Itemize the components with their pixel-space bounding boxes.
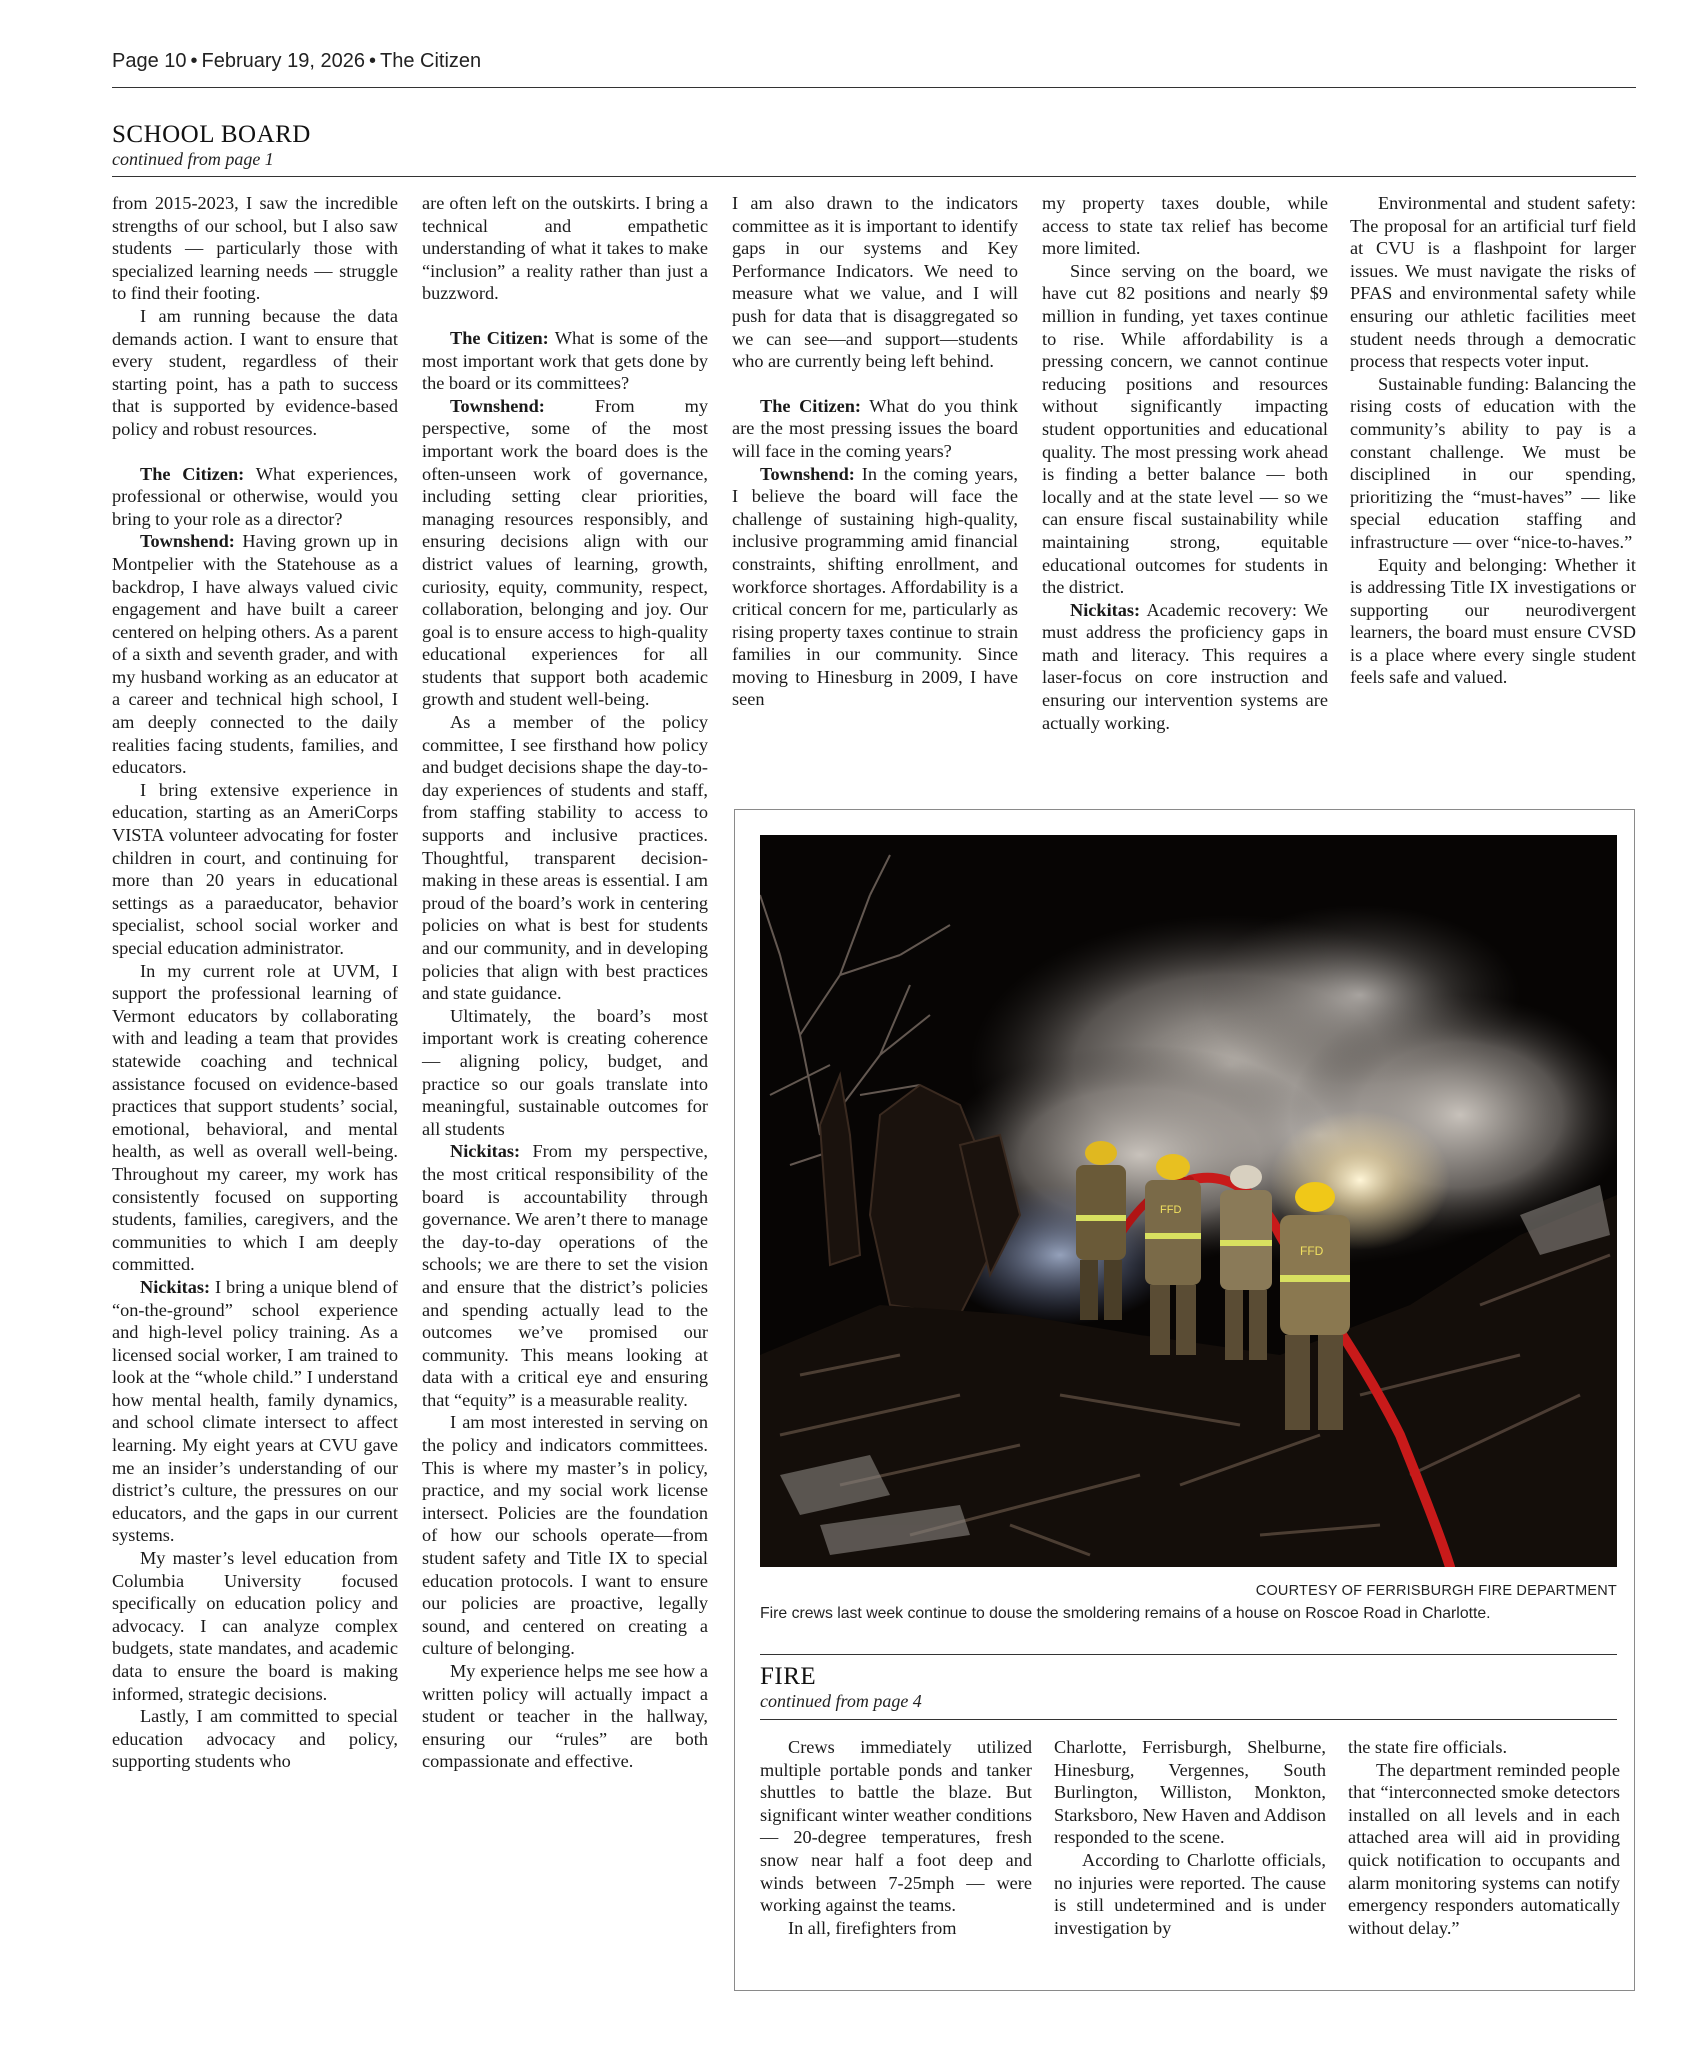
paragraph bbox=[112, 305, 398, 441]
speaker-label: Townshend: bbox=[760, 463, 855, 484]
paragraph-text: Academic recovery: We must address the proficiency gaps in math and literacy. This requires a laser-focus on core instruction and ensuring our intervention systems are actually working. bbox=[1042, 599, 1328, 733]
article-column-5 bbox=[1350, 192, 1636, 689]
fire-photo bbox=[760, 835, 1617, 1567]
paragraph bbox=[732, 463, 1018, 712]
paragraph-text: my property taxes double, while access to state tax relief has become more limited. bbox=[1042, 193, 1328, 259]
paragraph bbox=[112, 1547, 398, 1705]
paragraph bbox=[422, 1411, 708, 1660]
paragraph bbox=[1042, 260, 1328, 599]
paragraph bbox=[760, 1736, 1032, 1917]
paragraph bbox=[112, 960, 398, 1276]
issue-date: February 19, 2026 bbox=[201, 50, 365, 72]
paragraph-text: In the coming years, I believe the board will face the challenge of sustaining high-quality, inclusive programming amid financial constraints, shifting enrollment, and workforce shortages. Affordability is a critical concern for me, particularly as rising property taxes continue to strain families in our community. Since moving to Hinesburg in 2009, I have seen bbox=[732, 463, 1018, 710]
paragraph-text: Since serving on the board, we have cut 82 positions and nearly $9 million in funding, yet taxes continue to rise. While affordability is a pressing concern, we cannot continue reducing positions and resources without significantly impacting student opportunities and educational quality. The most pressing work ahead is finding a better balance — both locally and at the state level — so we can ensure fiscal sustainability while maintaining strong, equitable educational outcomes for students in the district. bbox=[1042, 260, 1328, 598]
paragraph-text: What experiences, professional or otherwise, would you bring to your role as a director? bbox=[112, 463, 398, 529]
paragraph bbox=[1054, 1849, 1326, 1939]
paragraph bbox=[422, 192, 708, 305]
continued-note: continued from page 4 bbox=[760, 1691, 922, 1711]
photo-caption: Fire crews last week continue to douse the smoldering remains of a house on Roscoe Road in Charlotte. bbox=[760, 1605, 1491, 1622]
speaker-label: The Citizen: bbox=[450, 327, 549, 348]
paragraph-text: In all, firefighters from bbox=[788, 1917, 957, 1938]
paragraph bbox=[1350, 192, 1636, 373]
paragraph-text: Charlotte, Ferrisburgh, Shelburne, Hinesburg, Vergennes, South Burlington, Williston, Monkton, Starksboro, New Haven and Addison responded to the scene. bbox=[1054, 1737, 1326, 1848]
page-number: Page 10 bbox=[112, 50, 187, 72]
paragraph bbox=[1042, 192, 1328, 260]
paragraph bbox=[1054, 1736, 1326, 1849]
paragraph bbox=[760, 1917, 1032, 1940]
publication-name: The Citizen bbox=[379, 50, 482, 72]
paragraph-text: Environmental and student safety: The proposal for an artificial turf field at CVU is a flashpoint for larger issues. We must navigate the risks of PFAS and environmental safety while ensuring our athletic facilities meet student needs through a democratic process that respects voter input. bbox=[1350, 193, 1636, 372]
article-column-4 bbox=[1042, 192, 1328, 734]
article-column-1 bbox=[112, 192, 398, 1773]
article-column-2 bbox=[422, 192, 708, 1773]
fire-column-3 bbox=[1348, 1736, 1620, 1939]
paragraph bbox=[422, 1005, 708, 1141]
page-folio bbox=[112, 50, 481, 73]
paragraph-text: Having grown up in Montpelier with the Statehouse as a backdrop, I have always valued civic engagement and have built a career centered on helping others. As a parent of a sixth and seventh grader, and with my husband working as an educator at a career and technical high school, I am deeply connected to the daily realities facing students, families, and educators. bbox=[112, 531, 398, 778]
paragraph bbox=[112, 463, 398, 531]
paragraph-text: From my perspective, the most critical responsibility of the board is accountability through governance. We aren’t there to manage the day-to-day operations of the schools; we are there to set the vision and ensure that the district’s policies and spending actually lead to the outcomes we’ve promised our community. This means looking at data with a critical eye and ensuring that “equity” is a measurable reality. bbox=[422, 1141, 708, 1410]
paragraph bbox=[422, 1140, 708, 1411]
paragraph bbox=[422, 327, 708, 395]
paragraph bbox=[112, 1705, 398, 1773]
paragraph-text: From my perspective, some of the most important work the board does is the often-unseen work of governance, including setting clear priorities, managing resources responsibly, and ensuring decisions align with our district values of learning, growth, curiosity, equity, community, respect, collaboration, belonging and joy. Our goal is to ensure access to high-quality educational experiences for all students that support both academic growth and student well-being. bbox=[422, 395, 708, 710]
paragraph-text: What is some of the most important work that gets done by the board or its committees? bbox=[422, 327, 708, 394]
school-board-header bbox=[112, 121, 311, 169]
paragraph-text: The department reminded people that “interconnected smoke detectors installed on all levels and in each attached area will aid in providing quick notification to occupants and alarm monitoring systems can notify emergency responders automatically without delay.” bbox=[1348, 1759, 1620, 1938]
paragraph bbox=[422, 395, 708, 711]
paragraph-text: As a member of the policy committee, I see firsthand how policy and budget decisions shape the day-to-day experiences of students and staff, from staffing stability to access to supports and inclusive practices. Thoughtful, transparent decision-making in these areas is essential. I am proud of the board’s work in centering policies on what is best for students and our community, and in developing policies that align with best practices and state guidance. bbox=[422, 712, 708, 1004]
paragraph bbox=[422, 1660, 708, 1773]
section-title: SCHOOL BOARD bbox=[112, 121, 311, 148]
paragraph bbox=[1350, 373, 1636, 554]
paragraph bbox=[732, 192, 1018, 373]
paragraph-text: Ultimately, the board’s most important work is creating coherence — aligning policy, budget, and practice so our goals translate into meaningful, sustainable outcomes for all students bbox=[422, 1005, 708, 1139]
paragraph-text: Equity and belonging: Whether it is addressing Title IX investigations or supporting our neurodivergent learners, the board must ensure CVSD is a place where every single student feels safe and valued. bbox=[1350, 554, 1636, 688]
paragraph-text: I am most interested in serving on the policy and indicators committees. This is where my master’s in policy, practice, and my social work license intersect. Policies are the foundation of how our schools operate—from student safety and Title IX to special education protocols. I want to ensure our policies are proactive, legally sound, and centered on creating a culture of belonging. bbox=[422, 1412, 708, 1659]
speaker-label: The Citizen: bbox=[140, 463, 245, 484]
speaker-label: Nickitas: bbox=[1070, 599, 1141, 620]
fire-column-1 bbox=[760, 1736, 1032, 1939]
speaker-label: The Citizen: bbox=[760, 395, 862, 416]
section-title: FIRE bbox=[760, 1663, 817, 1690]
fire-header bbox=[760, 1663, 922, 1711]
folio-rule bbox=[112, 87, 1636, 88]
paragraph-text: from 2015-2023, I saw the incredible strengths of our school, but I also saw students — particularly those with specialized learning needs — struggle to find their footing. bbox=[112, 193, 398, 304]
article-column-3 bbox=[732, 192, 1018, 711]
paragraph bbox=[112, 1276, 398, 1547]
paragraph-text: According to Charlotte officials, no injuries were reported. The cause is still undetermined and is under investigation by bbox=[1054, 1849, 1326, 1938]
paragraph-text: I bring a unique blend of “on-the-ground” school experience and high-level policy training. As a licensed social worker, I am trained to look at the “whole child.” I understand how mental health, family dynamics, and school climate intersect to affect learning. My eight years at CVU gave me an insider’s understanding of our district’s culture, the pressures on our educators, and the gaps in our current systems. bbox=[112, 1276, 398, 1546]
paragraph-text: What do you think are the most pressing issues the board will face in the coming years? bbox=[732, 395, 1018, 461]
fire-section-rule bbox=[760, 1719, 1617, 1720]
fire-top-rule bbox=[760, 1654, 1617, 1655]
speaker-label: Townshend: bbox=[450, 395, 545, 416]
photo-credit: COURTESY OF FERRISBURGH FIRE DEPARTMENT bbox=[1255, 1583, 1617, 1599]
speaker-label: Nickitas: bbox=[450, 1141, 521, 1162]
paragraph bbox=[1350, 554, 1636, 690]
paragraph-text: are often left on the outskirts. I bring a technical and empathetic understanding of what it takes to make “inclusion” a reality rather than just a buzzword. bbox=[422, 193, 708, 304]
paragraph bbox=[112, 530, 398, 779]
paragraph-text: I am also drawn to the indicators committee as it is important to identify gaps in our systems and Key Performance Indicators. We need to measure what we value, and I will push for data that is disaggregated so we can see—and support—students who are currently being left behind. bbox=[732, 193, 1018, 372]
paragraph-text: Crews immediately utilized multiple portable ponds and tanker shuttles to battle the blaze. But significant winter weather conditions — 20-degree temperatures, fresh snow near half a foot deep and winds between 7-25mph — were working against the teams. bbox=[760, 1737, 1032, 1916]
folio-separator: • bbox=[190, 50, 198, 72]
paragraph-text: I am running because the data demands action. I want to ensure that every student, regardless of their starting point, has a path to success that is supported by evidence-based policy and robust resources. bbox=[112, 305, 398, 439]
paragraph-text: In my current role at UVM, I support the professional learning of Vermont educators by collaborating with and leading a team that provides statewide coaching and technical assistance focused on evidence-based practices that support students’ social, emotional, behavioral, and mental health, as well as overall well-being. Throughout my career, my work has consistently focused on supporting students, families, caregivers, and the communities to which I am deeply committed. bbox=[112, 960, 398, 1275]
paragraph-text: the state fire officials. bbox=[1348, 1737, 1508, 1757]
speaker-label: Townshend: bbox=[140, 531, 235, 552]
paragraph-text: My experience helps me see how a written policy will actually impact a student or teacher in the hallway, ensuring our “rules” are both compassionate and effective. bbox=[422, 1661, 708, 1772]
helmet-label: FFD bbox=[1160, 1204, 1182, 1216]
paragraph bbox=[422, 711, 708, 1005]
paragraph-text: Lastly, I am committed to special education advocacy and policy, supporting students who bbox=[112, 1706, 398, 1772]
folio-separator: • bbox=[368, 50, 376, 72]
paragraph bbox=[1042, 599, 1328, 735]
paragraph bbox=[112, 192, 398, 305]
paragraph bbox=[112, 779, 398, 960]
helmet-label: FFD bbox=[1300, 1244, 1324, 1258]
section-rule bbox=[112, 176, 1636, 177]
paragraph-text: My master’s level education from Columbia University focused specifically on education policy and advocacy. I can analyze complex budgets, state mandates, and academic data to ensure the board is making informed, strategic decisions. bbox=[112, 1548, 398, 1704]
paragraph bbox=[1348, 1759, 1620, 1940]
fire-column-2 bbox=[1054, 1736, 1326, 1939]
continued-note: continued from page 1 bbox=[112, 149, 274, 169]
paragraph bbox=[732, 395, 1018, 463]
paragraph-text: Sustainable funding: Balancing the rising costs of education with the community’s ability to pay is a constant challenge. We must be disciplined in our spending, prioritizing the “must-haves” — like special education staffing and infrastructure — over “nice-to-haves.” bbox=[1350, 373, 1636, 552]
paragraph-text: I bring extensive experience in education, starting as an AmeriCorps VISTA volunteer advocating for foster children in court, and continuing for more than 20 years in educational settings as a paraeducator, behavior specialist, school social worker and special education administrator. bbox=[112, 779, 398, 958]
speaker-label: Nickitas: bbox=[140, 1276, 211, 1297]
paragraph bbox=[1348, 1736, 1620, 1759]
